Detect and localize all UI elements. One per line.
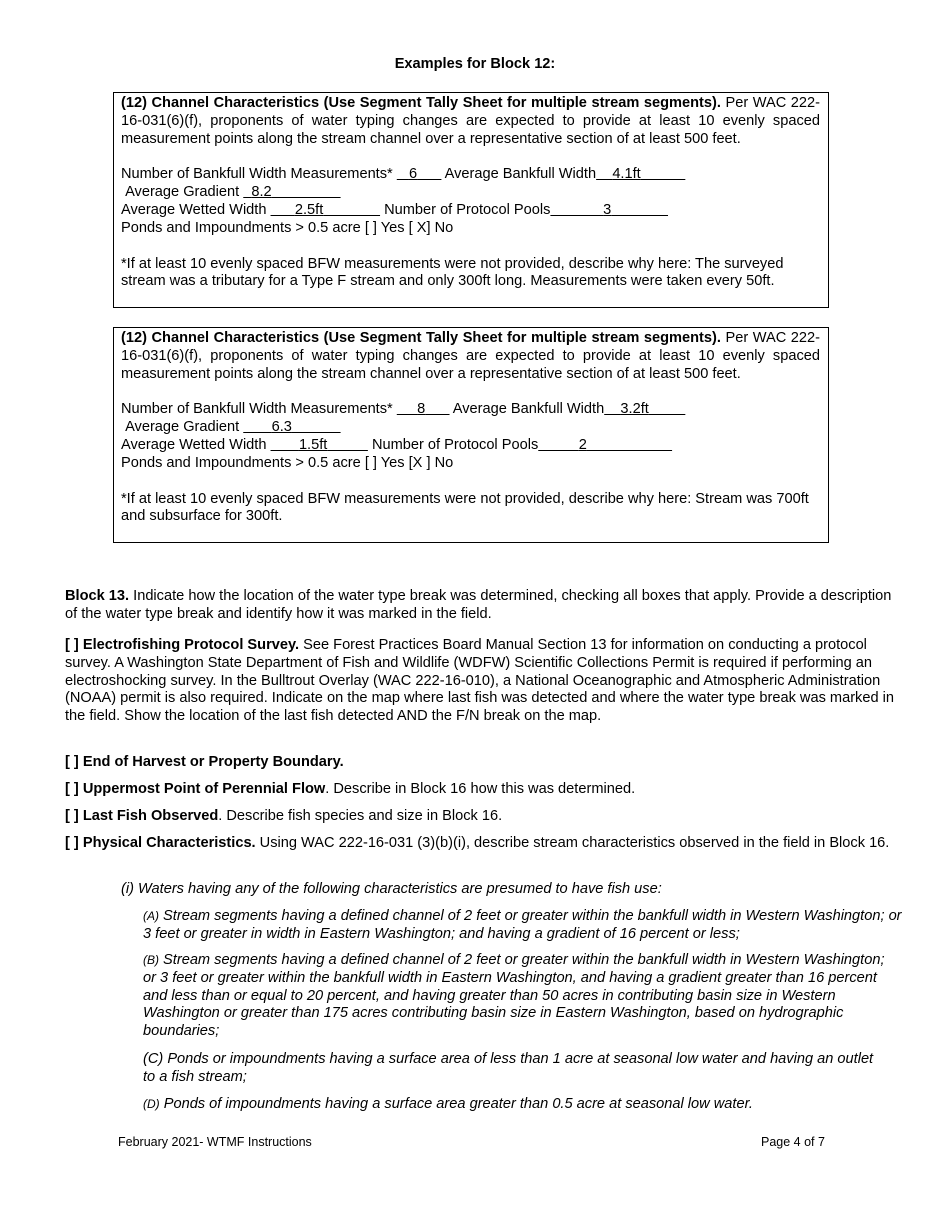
footnote: *If at least 10 evenly spaced BFW measurements were not provided, describe why here: Stream was 700ft and subsurface for 300ft. [121,490,809,525]
protocol-pools-value: 3 [603,201,612,218]
criteria-a: (A) Stream segments having a defined channel of 2 feet or greater within the bankfull width in Western Washington; or 3 feet or greater in width in Eastern Washington; and having a gradient of 16 percent or less; [143,908,902,942]
footnote: *If at least 10 evenly spaced BFW measurements were not provided, describe why here: The surveyed stream was a tributary for a Type F stream and only 300ft long. Measurements were taken every 50ft. [121,255,784,290]
end-of-harvest-option: [ ] End of Harvest or Property Boundary. [65,754,344,770]
box-intro: (12) Channel Characteristics (Use Segment Tally Sheet for multiple stream segments). Per WAC 222-16-031(6)(f), proponents of water typing changes are expected to provide at least 10 evenly spaced measurement points along the stream channel over a representative section of at least 500 feet. [121,95,821,147]
physical-characteristics-option: [ ] Physical Characteristics. Using WAC 222-16-031 (3)(b)(i), describe stream characteristics observed in the field in Block 16. [65,835,890,851]
gradient-line: Average Gradient 8.2 [125,184,272,201]
example-box-1 [113,92,829,308]
criteria-d: (D) Ponds of impoundments having a surface area greater than 0.5 acre at seasonal low water. [143,1096,753,1112]
electrofishing-option: [ ] Electrofishing Protocol Survey. See Forest Practices Board Manual Section 13 for information on conducting a protocol survey. A Washington State Department of Fish and Wildlife (WDFW) Scientific Collections Permit is required if performing an electroshocking survey. In the Bulltrout Overlay (WAC 222-16-010), a National Oceanographic and Atmospheric Administration (NOAA) permit is also required. Indicate on the map where last fish was detected and where the water type break was marked in the field. Show the location of the last fish detected AND the F/N break on the map. [65,637,895,725]
uppermost-point-option: [ ] Uppermost Point of Perennial Flow. Describe in Block 16 how this was determined. [65,781,636,797]
box-intro: (12) Channel Characteristics (Use Segment Tally Sheet for multiple stream segments). Per WAC 222-16-031(6)(f), proponents of water typing changes are expected to provide at least 10 evenly spaced measurement points along the stream channel over a representative section of at least 500 feet. [121,330,821,382]
avg-bfw-value: 4.1ft [612,166,641,183]
avg-bfw-value: 3.2ft [620,401,649,418]
last-fish-option: [ ] Last Fish Observed. Describe fish species and size in Block 16. [65,808,503,824]
bfw-line: Number of Bankfull Width Measurements* 8 Average Bankfull Width 3.2ft [121,401,649,418]
ponds-choice: [ ] Yes [ X] No [364,219,454,236]
ponds-choice: [ ] Yes [X ] No [364,454,454,471]
page-heading: Examples for Block 12: [394,56,556,72]
gradient-line: Average Gradient 6.3 [125,419,292,436]
num-bfw-value: 8 [417,401,426,418]
avg-wetted-value: 2.5ft [294,201,324,218]
avg-gradient-value: 6.3 [271,419,292,436]
example-box-2 [113,327,829,543]
bfw-line: Number of Bankfull Width Measurements* 6 Average Bankfull Width 4.1ft [121,166,641,183]
criteria-b: (B) Stream segments having a defined channel of 2 feet or greater within the bankfull width in Western Washington; or 3 feet or greater within the bankfull width in Eastern Washington, and having a gradient greater than 16 percent and less than or equal to 20 percent, and having greater than 50 acres in contributing basin size in Western Washington or greater than 175 acres contributing basin size in Eastern Washington, based on hydrographic boundaries; [143,952,885,1040]
page-number: Page 4 of 7 [761,1135,825,1149]
avg-gradient-value: 8.2 [251,184,272,201]
footer-left: February 2021- WTMF Instructions [118,1135,312,1149]
avg-wetted-value: 1.5ft [298,436,328,453]
ponds-line: Ponds and Impoundments > 0.5 acre [ ] Yes [ X] No [121,219,454,236]
wetted-line: Average Wetted Width 2.5ft Number of Protocol Pools 3 [121,201,612,218]
criteria-c: (C) Ponds or impoundments having a surface area of less than 1 acre at seasonal low water and having an outlet to a fish stream; [143,1051,874,1085]
ponds-line: Ponds and Impoundments > 0.5 acre [ ] Yes [X ] No [121,454,454,471]
num-bfw-value: 6 [408,166,418,183]
wetted-line: Average Wetted Width 1.5ft Number of Protocol Pools 2 [121,436,587,453]
block-13-intro: Block 13. Indicate how the location of the water type break was determined, checking all boxes that apply. Provide a description of the water type break and identify how it was marked in the field. [65,588,892,622]
criteria-i: (i) Waters having any of the following characteristics are presumed to have fish use: [121,881,662,897]
protocol-pools-value: 2 [578,436,587,453]
